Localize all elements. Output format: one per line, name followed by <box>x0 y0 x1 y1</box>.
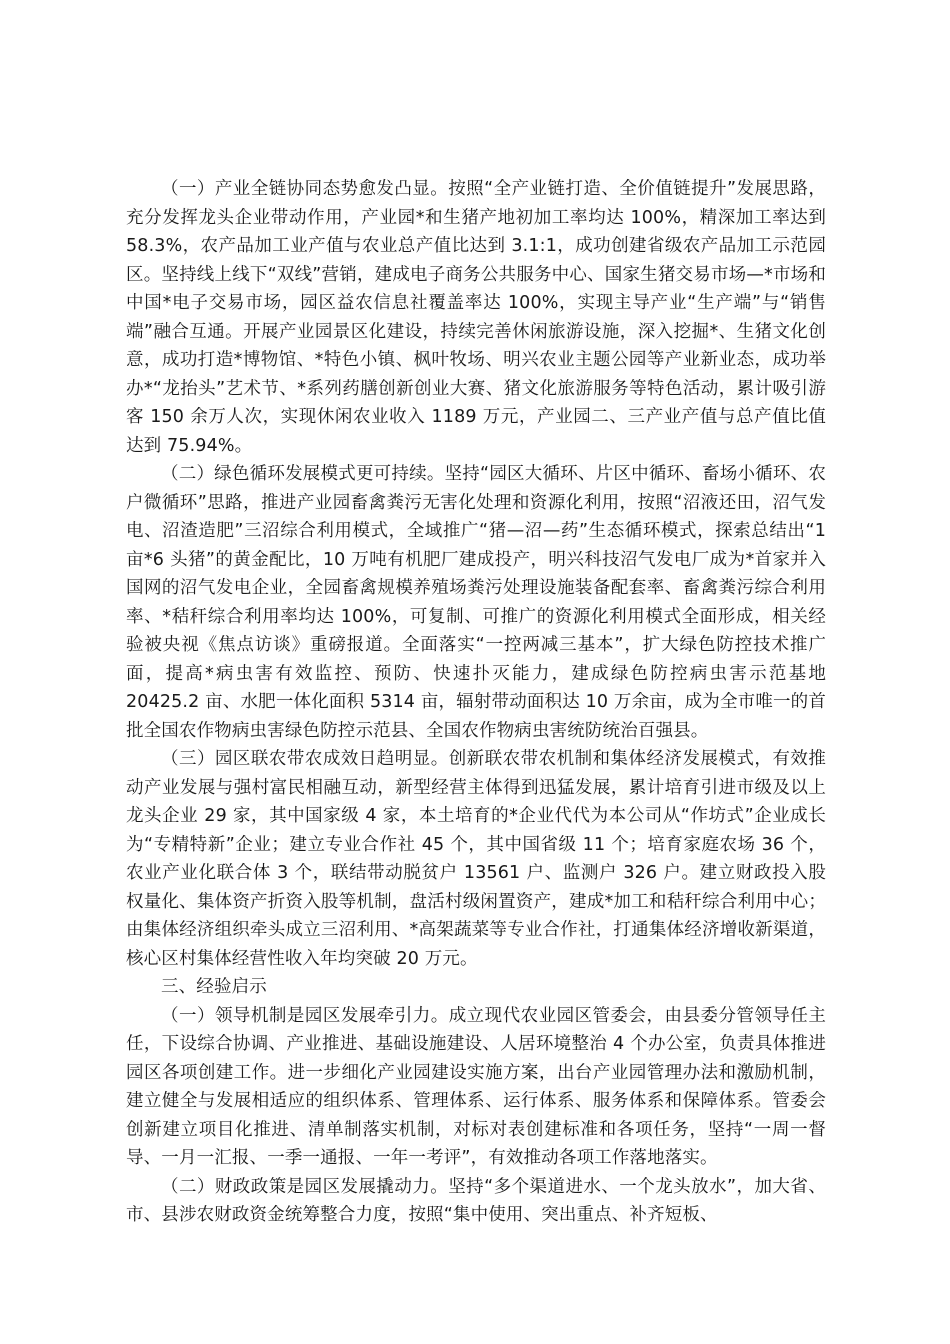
paragraph-leadership: （一）领导机制是园区发展牵引力。成立现代农业园区管委会，由县委分管领导任主任，下设综合协调、产业推进、基础设施建设、人居环境整治 4 个办公室，负责具体推进园区各项创建工作。进一步细化产业园建设实施方案，出台产业园管理办法和激励机制，建立健全与发展相适应的组织体系、管理体系、运行体系、服务体系和保障体系。管委会创新建立项目化推进、清单制落实机制，对标对表创建标准和各项任务，坚持“一周一督导、一月一汇报、一季一通报、一年一考评”，有效推动各项工作落地落实。 <box>126 1005 826 1168</box>
section-heading-experience: 三、经验启示 <box>161 977 267 997</box>
paragraph-farmer-linkage: （三）园区联农带农成效日趋明显。创新联农带农机制和集体经济发展模式，有效推动产业发展与强村富民相融互动，新型经营主体得到迅猛发展，累计培育引进市级及以上龙头企业 29 家，其中国家级 4 家，本土培育的*企业代代为本公司从“作坊式”企业成长为“专精特新”企业；建立专业合作社 45 个，其中国省级 11 个；培育家庭农场 36 个，农业产业化联合体 3 个，联结带动脱贫户 13561 户、监测户 326 户。建立财政投入股权量化、集体资产折资入股等机制，盘活村级闲置资产，建成*加工和秸秆综合利用中心；由集体经济组织牵头成立三沼利用、*高架蔬菜等专业合作社，打通集体经济增收新渠道，核心区村集体经营性收入年均突破 20 万元。 <box>126 749 826 969</box>
paragraph-green-cycle: （二）绿色循环发展模式更可持续。坚持“园区大循环、片区中循环、畜场小循环、农户微循环”思路，推进产业园畜禽粪污无害化处理和资源化利用，按照“沼液还田，沼气发电、沼渣造肥”三沼综合利用模式，全域推广“猪—沼—药”生态循环模式，探索总结出“1 亩*6 头猪”的黄金配比，10 万吨有机肥厂建成投产，明兴科技沼气发电厂成为*首家并入国网的沼气发电企业，全园畜禽规模养殖场粪污处理设施装备配套率、畜禽粪污综合利用率、*秸秆综合利用率均达 100%，可复制、可推广的资源化利用模式全面形成，相关经验被央视《焦点访谈》重磅报道。全面落实“一控两减三基本”，扩大绿色防控技术推广面，提高*病虫害有效监控、预防、快速扑灭能力，建成绿色防控病虫害示范基地 20425.2 亩、水肥一体化面积 5314 亩，辐射带动面积达 10 万余亩，成为全市唯一的首批全国农作物病虫害绿色防控示范县、全国农作物病虫害统防统治百强县。 <box>126 464 826 741</box>
document-body <box>126 175 826 1230</box>
paragraph-finance-policy: （二）财政政策是园区发展撬动力。坚持“多个渠道进水、一个龙头放水”，加大省、市、县涉农财政资金统筹整合力度，按照“集中使用、突出重点、补齐短板、 <box>126 1176 826 1225</box>
paragraph-industry-chain: （一）产业全链协同态势愈发凸显。按照“全产业链打造、全价值链提升”发展思路，充分发挥龙头企业带动作用，产业园*和生猪产地初加工率均达 100%，精深加工率达到 58.3%，农产品加工业产值与农业总产值比达到 3.1:1，成功创建省级农产品加工示范园区。坚持线上线下“双线”营销，建成电子商务公共服务中心、国家生猪交易市场—*市场和中国*电子交易市场，园区益农信息社覆盖率达 100%，实现主导产业“生产端”与“销售端”融合互通。开展产业园景区化建设，持续完善休闲旅游设施，深入挖掘*、生猪文化创意，成功打造*博物馆、*特色小镇、枫叶牧场、明兴农业主题公园等产业新业态，成功举办*“龙抬头”艺术节、*系列药膳创新创业大赛、猪文化旅游服务等特色活动，累计吸引游客 150 余万人次，实现休闲农业收入 1189 万元，产业园二、三产业产值与总产值比值达到 75.94%。 <box>126 179 826 456</box>
